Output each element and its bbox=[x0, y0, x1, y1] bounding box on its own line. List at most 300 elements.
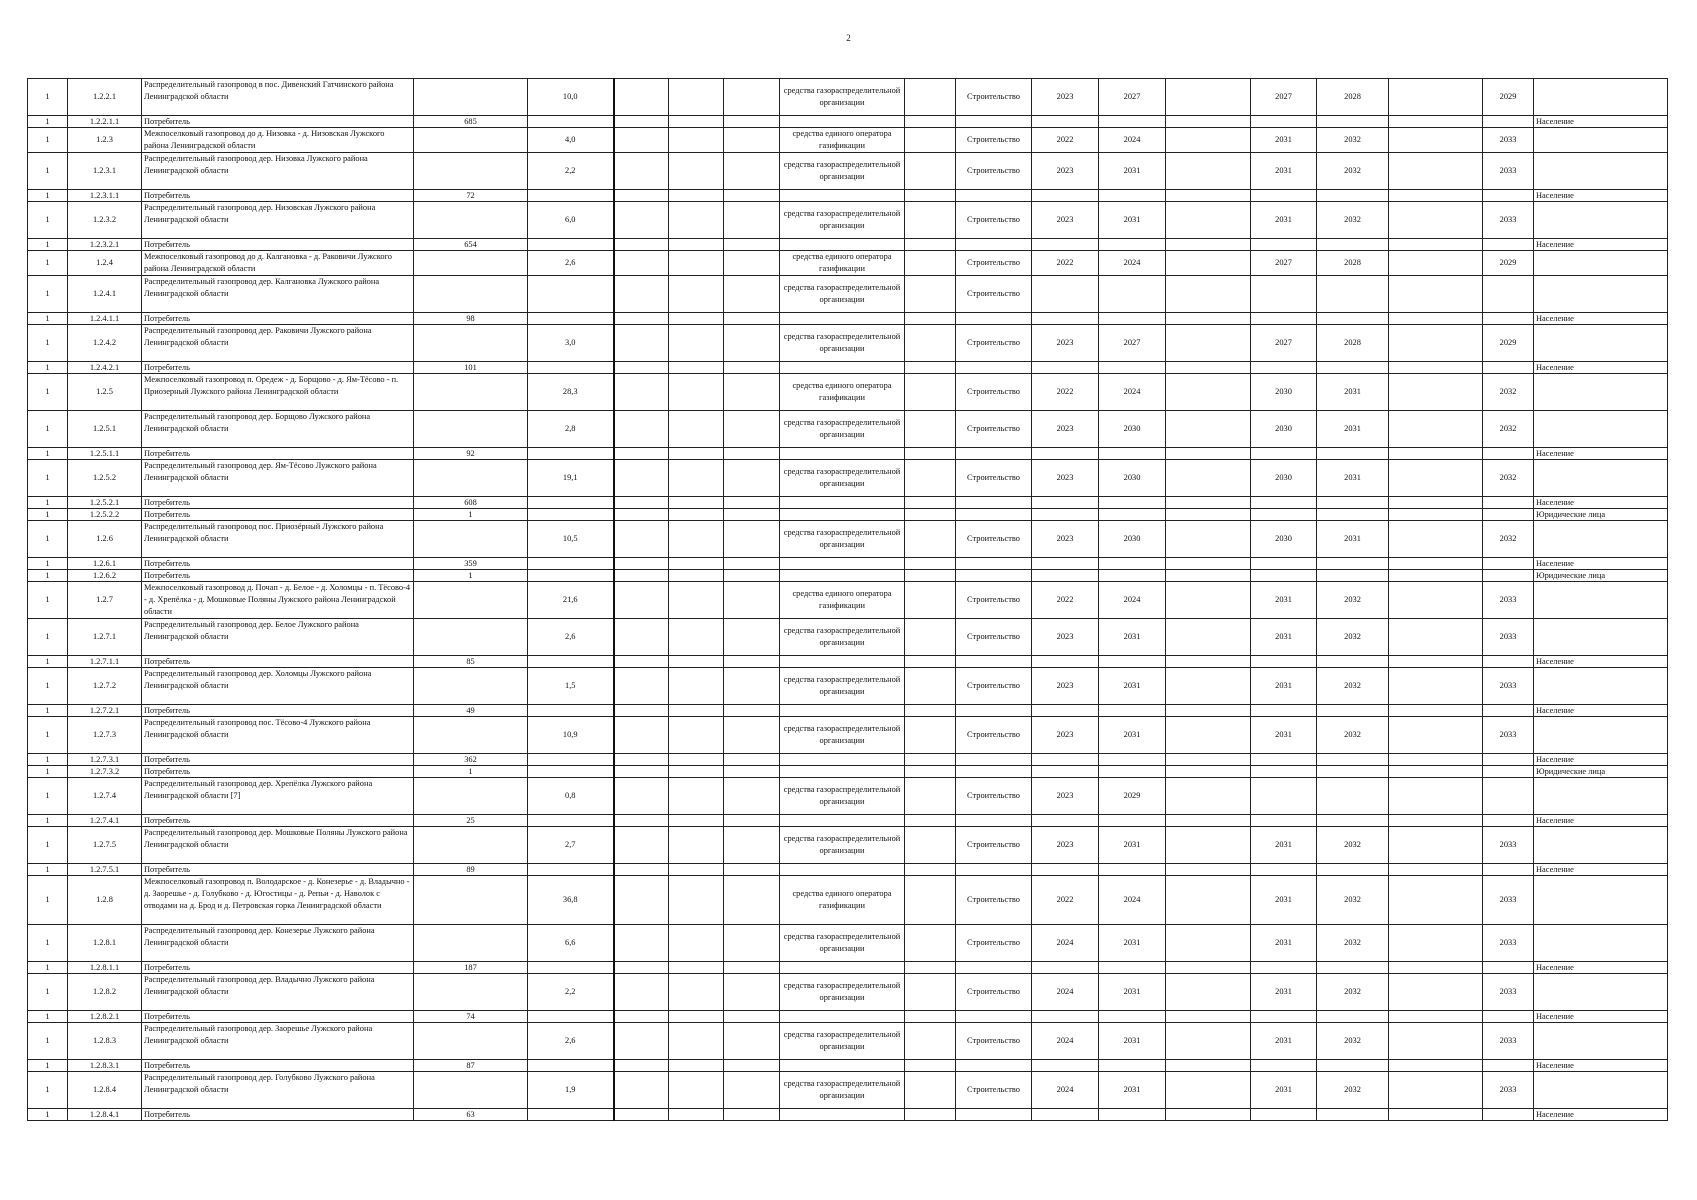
empty-cell bbox=[905, 705, 956, 717]
empty-cell bbox=[1166, 313, 1251, 325]
design-year: 2031 bbox=[1251, 668, 1317, 705]
empty-cell bbox=[669, 128, 724, 153]
empty-cell bbox=[1389, 766, 1483, 778]
pipeline-length: 3,0 bbox=[528, 325, 614, 362]
consumer-count: 1 bbox=[414, 766, 528, 778]
build-year: 2031 bbox=[1317, 460, 1389, 497]
empty-cell bbox=[614, 460, 669, 497]
design-year: 2031 bbox=[1251, 876, 1317, 925]
empty-cell bbox=[905, 239, 956, 251]
empty-cell bbox=[614, 668, 669, 705]
empty-cell bbox=[1389, 460, 1483, 497]
empty-cell bbox=[669, 925, 724, 962]
empty-cell bbox=[724, 190, 780, 202]
table-row bbox=[28, 313, 1668, 325]
empty-cell bbox=[1166, 570, 1251, 582]
funding-source bbox=[780, 962, 905, 974]
empty-cell bbox=[724, 1060, 780, 1072]
funding-source bbox=[780, 1060, 905, 1072]
consumer-count: 49 bbox=[414, 705, 528, 717]
work-type: Строительство bbox=[956, 276, 1032, 313]
page-number: 2 bbox=[846, 33, 851, 43]
start-year: 2023 bbox=[1032, 668, 1099, 705]
object-name: Распределительный газопровод дер. Хрепёлка Лужского района Ленинградской области [7] bbox=[142, 778, 414, 815]
consumer-category bbox=[1534, 79, 1668, 116]
object-name: Потребитель bbox=[142, 190, 414, 202]
empty-cell bbox=[724, 497, 780, 509]
object-name: Распределительный газопровод дер. Калгановка Лужского района Ленинградской области bbox=[142, 276, 414, 313]
empty-cell bbox=[1389, 827, 1483, 864]
end-year bbox=[1099, 239, 1166, 251]
empty-cell bbox=[669, 974, 724, 1011]
empty-cell bbox=[724, 411, 780, 448]
empty-cell bbox=[1389, 116, 1483, 128]
pipeline-length bbox=[528, 962, 614, 974]
commission-year: 2033 bbox=[1483, 153, 1534, 190]
item-code: 1.2.7.3.1 bbox=[68, 754, 142, 766]
empty-cell bbox=[1389, 374, 1483, 411]
commission-year: 2033 bbox=[1483, 582, 1534, 619]
pipeline-length bbox=[528, 864, 614, 876]
empty-cell bbox=[1389, 202, 1483, 239]
start-year: 2023 bbox=[1032, 153, 1099, 190]
consumer-category bbox=[1534, 251, 1668, 276]
pipeline-length bbox=[528, 705, 614, 717]
object-name: Потребитель bbox=[142, 1011, 414, 1023]
design-year: 2031 bbox=[1251, 1023, 1317, 1060]
consumer-category: Население bbox=[1534, 1060, 1668, 1072]
funding-source: средства единого оператора газификации bbox=[780, 876, 905, 925]
table-row bbox=[28, 1060, 1668, 1072]
empty-cell bbox=[1389, 325, 1483, 362]
design-year: 2031 bbox=[1251, 128, 1317, 153]
build-year: 2032 bbox=[1317, 717, 1389, 754]
empty-cell bbox=[614, 754, 669, 766]
level-cell: 1 bbox=[28, 202, 68, 239]
table-row bbox=[28, 374, 1668, 411]
build-year: 2028 bbox=[1317, 325, 1389, 362]
work-type: Строительство bbox=[956, 153, 1032, 190]
consumer-category: Население bbox=[1534, 1011, 1668, 1023]
table-row bbox=[28, 497, 1668, 509]
empty-cell bbox=[905, 778, 956, 815]
commission-year bbox=[1483, 558, 1534, 570]
build-year bbox=[1317, 362, 1389, 374]
work-type bbox=[956, 448, 1032, 460]
empty-cell bbox=[669, 582, 724, 619]
consumer-count: 685 bbox=[414, 116, 528, 128]
start-year bbox=[1032, 962, 1099, 974]
object-name: Потребитель bbox=[142, 705, 414, 717]
empty-cell bbox=[669, 153, 724, 190]
empty-cell bbox=[905, 558, 956, 570]
empty-cell bbox=[724, 521, 780, 558]
funding-source: средства газораспределительной организации bbox=[780, 521, 905, 558]
build-year bbox=[1317, 448, 1389, 460]
design-year: 2030 bbox=[1251, 374, 1317, 411]
design-year bbox=[1251, 276, 1317, 313]
empty-cell bbox=[614, 925, 669, 962]
start-year: 2022 bbox=[1032, 582, 1099, 619]
empty-cell bbox=[669, 1023, 724, 1060]
empty-cell bbox=[905, 570, 956, 582]
empty-cell bbox=[905, 251, 956, 276]
build-year: 2032 bbox=[1317, 827, 1389, 864]
item-code: 1.2.5.2.2 bbox=[68, 509, 142, 521]
object-name: Распределительный газопровод дер. Низовская Лужского района Ленинградской области bbox=[142, 202, 414, 239]
funding-source bbox=[780, 705, 905, 717]
table-row bbox=[28, 717, 1668, 754]
level-cell: 1 bbox=[28, 448, 68, 460]
work-type: Строительство bbox=[956, 827, 1032, 864]
design-year bbox=[1251, 766, 1317, 778]
commission-year: 2032 bbox=[1483, 460, 1534, 497]
design-year: 2031 bbox=[1251, 153, 1317, 190]
start-year: 2022 bbox=[1032, 374, 1099, 411]
empty-cell bbox=[724, 864, 780, 876]
build-year: 2032 bbox=[1317, 128, 1389, 153]
funding-source bbox=[780, 448, 905, 460]
commission-year: 2033 bbox=[1483, 827, 1534, 864]
object-name: Потребитель bbox=[142, 239, 414, 251]
commission-year: 2029 bbox=[1483, 251, 1534, 276]
empty-cell bbox=[1389, 1023, 1483, 1060]
level-cell: 1 bbox=[28, 705, 68, 717]
empty-cell bbox=[1389, 974, 1483, 1011]
empty-cell bbox=[1166, 668, 1251, 705]
consumer-category: Население bbox=[1534, 962, 1668, 974]
level-cell: 1 bbox=[28, 1060, 68, 1072]
empty-cell bbox=[1389, 668, 1483, 705]
pipeline-length: 28,3 bbox=[528, 374, 614, 411]
commission-year bbox=[1483, 239, 1534, 251]
level-cell: 1 bbox=[28, 521, 68, 558]
end-year bbox=[1099, 962, 1166, 974]
empty-cell bbox=[614, 876, 669, 925]
build-year: 2032 bbox=[1317, 1023, 1389, 1060]
empty-cell bbox=[669, 202, 724, 239]
end-year bbox=[1099, 116, 1166, 128]
pipeline-length bbox=[528, 313, 614, 325]
empty-cell bbox=[724, 754, 780, 766]
empty-cell bbox=[669, 876, 724, 925]
level-cell: 1 bbox=[28, 815, 68, 827]
object-name: Потребитель bbox=[142, 864, 414, 876]
empty-cell bbox=[905, 864, 956, 876]
consumer-count bbox=[414, 1072, 528, 1109]
pipeline-length: 10,9 bbox=[528, 717, 614, 754]
build-year bbox=[1317, 815, 1389, 827]
empty-cell bbox=[724, 251, 780, 276]
table-row bbox=[28, 1023, 1668, 1060]
start-year bbox=[1032, 1109, 1099, 1121]
empty-cell bbox=[724, 313, 780, 325]
level-cell: 1 bbox=[28, 619, 68, 656]
object-name: Потребитель bbox=[142, 570, 414, 582]
empty-cell bbox=[1389, 509, 1483, 521]
empty-cell bbox=[669, 239, 724, 251]
empty-cell bbox=[1389, 1011, 1483, 1023]
empty-cell bbox=[614, 827, 669, 864]
empty-cell bbox=[905, 1011, 956, 1023]
design-year: 2031 bbox=[1251, 717, 1317, 754]
design-year bbox=[1251, 1011, 1317, 1023]
design-year: 2030 bbox=[1251, 521, 1317, 558]
empty-cell bbox=[1389, 448, 1483, 460]
work-type: Строительство bbox=[956, 251, 1032, 276]
empty-cell bbox=[614, 116, 669, 128]
empty-cell bbox=[1389, 705, 1483, 717]
pipeline-length bbox=[528, 448, 614, 460]
empty-cell bbox=[905, 766, 956, 778]
table-row bbox=[28, 509, 1668, 521]
object-name: Потребитель bbox=[142, 1109, 414, 1121]
consumer-category bbox=[1534, 325, 1668, 362]
consumer-count: 89 bbox=[414, 864, 528, 876]
consumer-category bbox=[1534, 876, 1668, 925]
item-code: 1.2.4.2.1 bbox=[68, 362, 142, 374]
item-code: 1.2.8.4 bbox=[68, 1072, 142, 1109]
consumer-category: Население bbox=[1534, 864, 1668, 876]
empty-cell bbox=[1389, 570, 1483, 582]
level-cell: 1 bbox=[28, 362, 68, 374]
level-cell: 1 bbox=[28, 778, 68, 815]
pipeline-length: 36,8 bbox=[528, 876, 614, 925]
funding-source: средства газораспределительной организации bbox=[780, 619, 905, 656]
gas-pipeline-table bbox=[27, 78, 1668, 1121]
end-year: 2029 bbox=[1099, 778, 1166, 815]
level-cell: 1 bbox=[28, 509, 68, 521]
empty-cell bbox=[669, 766, 724, 778]
design-year: 2030 bbox=[1251, 411, 1317, 448]
start-year bbox=[1032, 1011, 1099, 1023]
empty-cell bbox=[724, 79, 780, 116]
funding-source: средства газораспределительной организации bbox=[780, 460, 905, 497]
consumer-count bbox=[414, 153, 528, 190]
pipeline-length bbox=[528, 815, 614, 827]
consumer-category bbox=[1534, 668, 1668, 705]
empty-cell bbox=[724, 876, 780, 925]
empty-cell bbox=[1389, 1072, 1483, 1109]
level-cell: 1 bbox=[28, 1072, 68, 1109]
level-cell: 1 bbox=[28, 582, 68, 619]
empty-cell bbox=[614, 864, 669, 876]
work-type: Строительство bbox=[956, 974, 1032, 1011]
pipeline-length bbox=[528, 497, 614, 509]
item-code: 1.2.5.1 bbox=[68, 411, 142, 448]
work-type: Строительство bbox=[956, 128, 1032, 153]
empty-cell bbox=[669, 619, 724, 656]
start-year: 2024 bbox=[1032, 1023, 1099, 1060]
funding-source: средства единого оператора газификации bbox=[780, 128, 905, 153]
table-row bbox=[28, 558, 1668, 570]
object-name: Распределительный газопровод дер. Белое Лужского района Ленинградской области bbox=[142, 619, 414, 656]
build-year: 2028 bbox=[1317, 251, 1389, 276]
empty-cell bbox=[614, 1023, 669, 1060]
work-type bbox=[956, 313, 1032, 325]
table-row bbox=[28, 778, 1668, 815]
design-year bbox=[1251, 570, 1317, 582]
consumer-count: 1 bbox=[414, 509, 528, 521]
empty-cell bbox=[724, 558, 780, 570]
build-year bbox=[1317, 1011, 1389, 1023]
start-year: 2024 bbox=[1032, 974, 1099, 1011]
empty-cell bbox=[669, 190, 724, 202]
consumer-category: Юридические лица bbox=[1534, 766, 1668, 778]
empty-cell bbox=[1389, 497, 1483, 509]
end-year bbox=[1099, 497, 1166, 509]
design-year: 2027 bbox=[1251, 251, 1317, 276]
empty-cell bbox=[614, 1011, 669, 1023]
commission-year: 2033 bbox=[1483, 128, 1534, 153]
design-year: 2031 bbox=[1251, 974, 1317, 1011]
start-year bbox=[1032, 116, 1099, 128]
build-year bbox=[1317, 497, 1389, 509]
design-year bbox=[1251, 1109, 1317, 1121]
commission-year bbox=[1483, 778, 1534, 815]
empty-cell bbox=[614, 656, 669, 668]
empty-cell bbox=[614, 717, 669, 754]
commission-year bbox=[1483, 705, 1534, 717]
consumer-category: Население bbox=[1534, 754, 1668, 766]
empty-cell bbox=[669, 313, 724, 325]
empty-cell bbox=[614, 362, 669, 374]
empty-cell bbox=[614, 448, 669, 460]
object-name: Потребитель bbox=[142, 497, 414, 509]
empty-cell bbox=[905, 116, 956, 128]
item-code: 1.2.8.3 bbox=[68, 1023, 142, 1060]
design-year bbox=[1251, 1060, 1317, 1072]
consumer-category: Население bbox=[1534, 116, 1668, 128]
table-row bbox=[28, 827, 1668, 864]
empty-cell bbox=[1389, 313, 1483, 325]
object-name: Потребитель bbox=[142, 962, 414, 974]
funding-source: средства газораспределительной организации bbox=[780, 153, 905, 190]
start-year: 2024 bbox=[1032, 1072, 1099, 1109]
funding-source bbox=[780, 558, 905, 570]
table-row bbox=[28, 251, 1668, 276]
empty-cell bbox=[614, 79, 669, 116]
consumer-count bbox=[414, 460, 528, 497]
empty-cell bbox=[1166, 460, 1251, 497]
funding-source bbox=[780, 509, 905, 521]
pipeline-length bbox=[528, 276, 614, 313]
empty-cell bbox=[905, 521, 956, 558]
empty-cell bbox=[669, 497, 724, 509]
consumer-count bbox=[414, 521, 528, 558]
consumer-category bbox=[1534, 374, 1668, 411]
empty-cell bbox=[905, 717, 956, 754]
object-name: Потребитель bbox=[142, 766, 414, 778]
funding-source: средства газораспределительной организации bbox=[780, 79, 905, 116]
empty-cell bbox=[1389, 1060, 1483, 1072]
commission-year bbox=[1483, 754, 1534, 766]
item-code: 1.2.7.3 bbox=[68, 717, 142, 754]
table-row bbox=[28, 276, 1668, 313]
empty-cell bbox=[905, 925, 956, 962]
start-year: 2022 bbox=[1032, 128, 1099, 153]
build-year bbox=[1317, 754, 1389, 766]
empty-cell bbox=[1389, 190, 1483, 202]
end-year bbox=[1099, 558, 1166, 570]
start-year bbox=[1032, 558, 1099, 570]
consumer-category: Население bbox=[1534, 190, 1668, 202]
start-year bbox=[1032, 239, 1099, 251]
funding-source: средства газораспределительной организации bbox=[780, 202, 905, 239]
start-year: 2023 bbox=[1032, 521, 1099, 558]
table-row bbox=[28, 79, 1668, 116]
funding-source bbox=[780, 497, 905, 509]
empty-cell bbox=[1166, 815, 1251, 827]
empty-cell bbox=[614, 974, 669, 1011]
commission-year bbox=[1483, 1109, 1534, 1121]
object-name: Потребитель bbox=[142, 313, 414, 325]
empty-cell bbox=[905, 460, 956, 497]
pipeline-length: 1,5 bbox=[528, 668, 614, 705]
empty-cell bbox=[724, 325, 780, 362]
empty-cell bbox=[1166, 116, 1251, 128]
commission-year: 2033 bbox=[1483, 876, 1534, 925]
build-year: 2032 bbox=[1317, 974, 1389, 1011]
level-cell: 1 bbox=[28, 276, 68, 313]
empty-cell bbox=[1166, 974, 1251, 1011]
pipeline-length bbox=[528, 239, 614, 251]
work-type bbox=[956, 766, 1032, 778]
item-code: 1.2.5.2 bbox=[68, 460, 142, 497]
empty-cell bbox=[1389, 239, 1483, 251]
consumer-count: 87 bbox=[414, 1060, 528, 1072]
empty-cell bbox=[1389, 778, 1483, 815]
build-year: 2032 bbox=[1317, 202, 1389, 239]
empty-cell bbox=[1166, 251, 1251, 276]
empty-cell bbox=[669, 374, 724, 411]
build-year: 2032 bbox=[1317, 582, 1389, 619]
end-year bbox=[1099, 362, 1166, 374]
item-code: 1.2.3.1 bbox=[68, 153, 142, 190]
empty-cell bbox=[1166, 754, 1251, 766]
table-row bbox=[28, 962, 1668, 974]
work-type: Строительство bbox=[956, 460, 1032, 497]
consumer-category: Юридические лица bbox=[1534, 509, 1668, 521]
consumer-count bbox=[414, 668, 528, 705]
empty-cell bbox=[1166, 325, 1251, 362]
start-year bbox=[1032, 190, 1099, 202]
empty-cell bbox=[669, 705, 724, 717]
end-year: 2024 bbox=[1099, 374, 1166, 411]
consumer-count bbox=[414, 411, 528, 448]
level-cell: 1 bbox=[28, 1023, 68, 1060]
empty-cell bbox=[1389, 717, 1483, 754]
end-year bbox=[1099, 1011, 1166, 1023]
commission-year bbox=[1483, 570, 1534, 582]
consumer-category bbox=[1534, 276, 1668, 313]
work-type: Строительство bbox=[956, 1023, 1032, 1060]
consumer-category: Население bbox=[1534, 815, 1668, 827]
empty-cell bbox=[905, 153, 956, 190]
empty-cell bbox=[1166, 153, 1251, 190]
commission-year: 2033 bbox=[1483, 1023, 1534, 1060]
empty-cell bbox=[1389, 925, 1483, 962]
empty-cell bbox=[1389, 619, 1483, 656]
empty-cell bbox=[905, 313, 956, 325]
object-name: Распределительный газопровод дер. Низовка Лужского района Ленинградской области bbox=[142, 153, 414, 190]
work-type bbox=[956, 815, 1032, 827]
empty-cell bbox=[724, 448, 780, 460]
build-year: 2031 bbox=[1317, 411, 1389, 448]
pipeline-length bbox=[528, 190, 614, 202]
consumer-count: 85 bbox=[414, 656, 528, 668]
empty-cell bbox=[669, 448, 724, 460]
